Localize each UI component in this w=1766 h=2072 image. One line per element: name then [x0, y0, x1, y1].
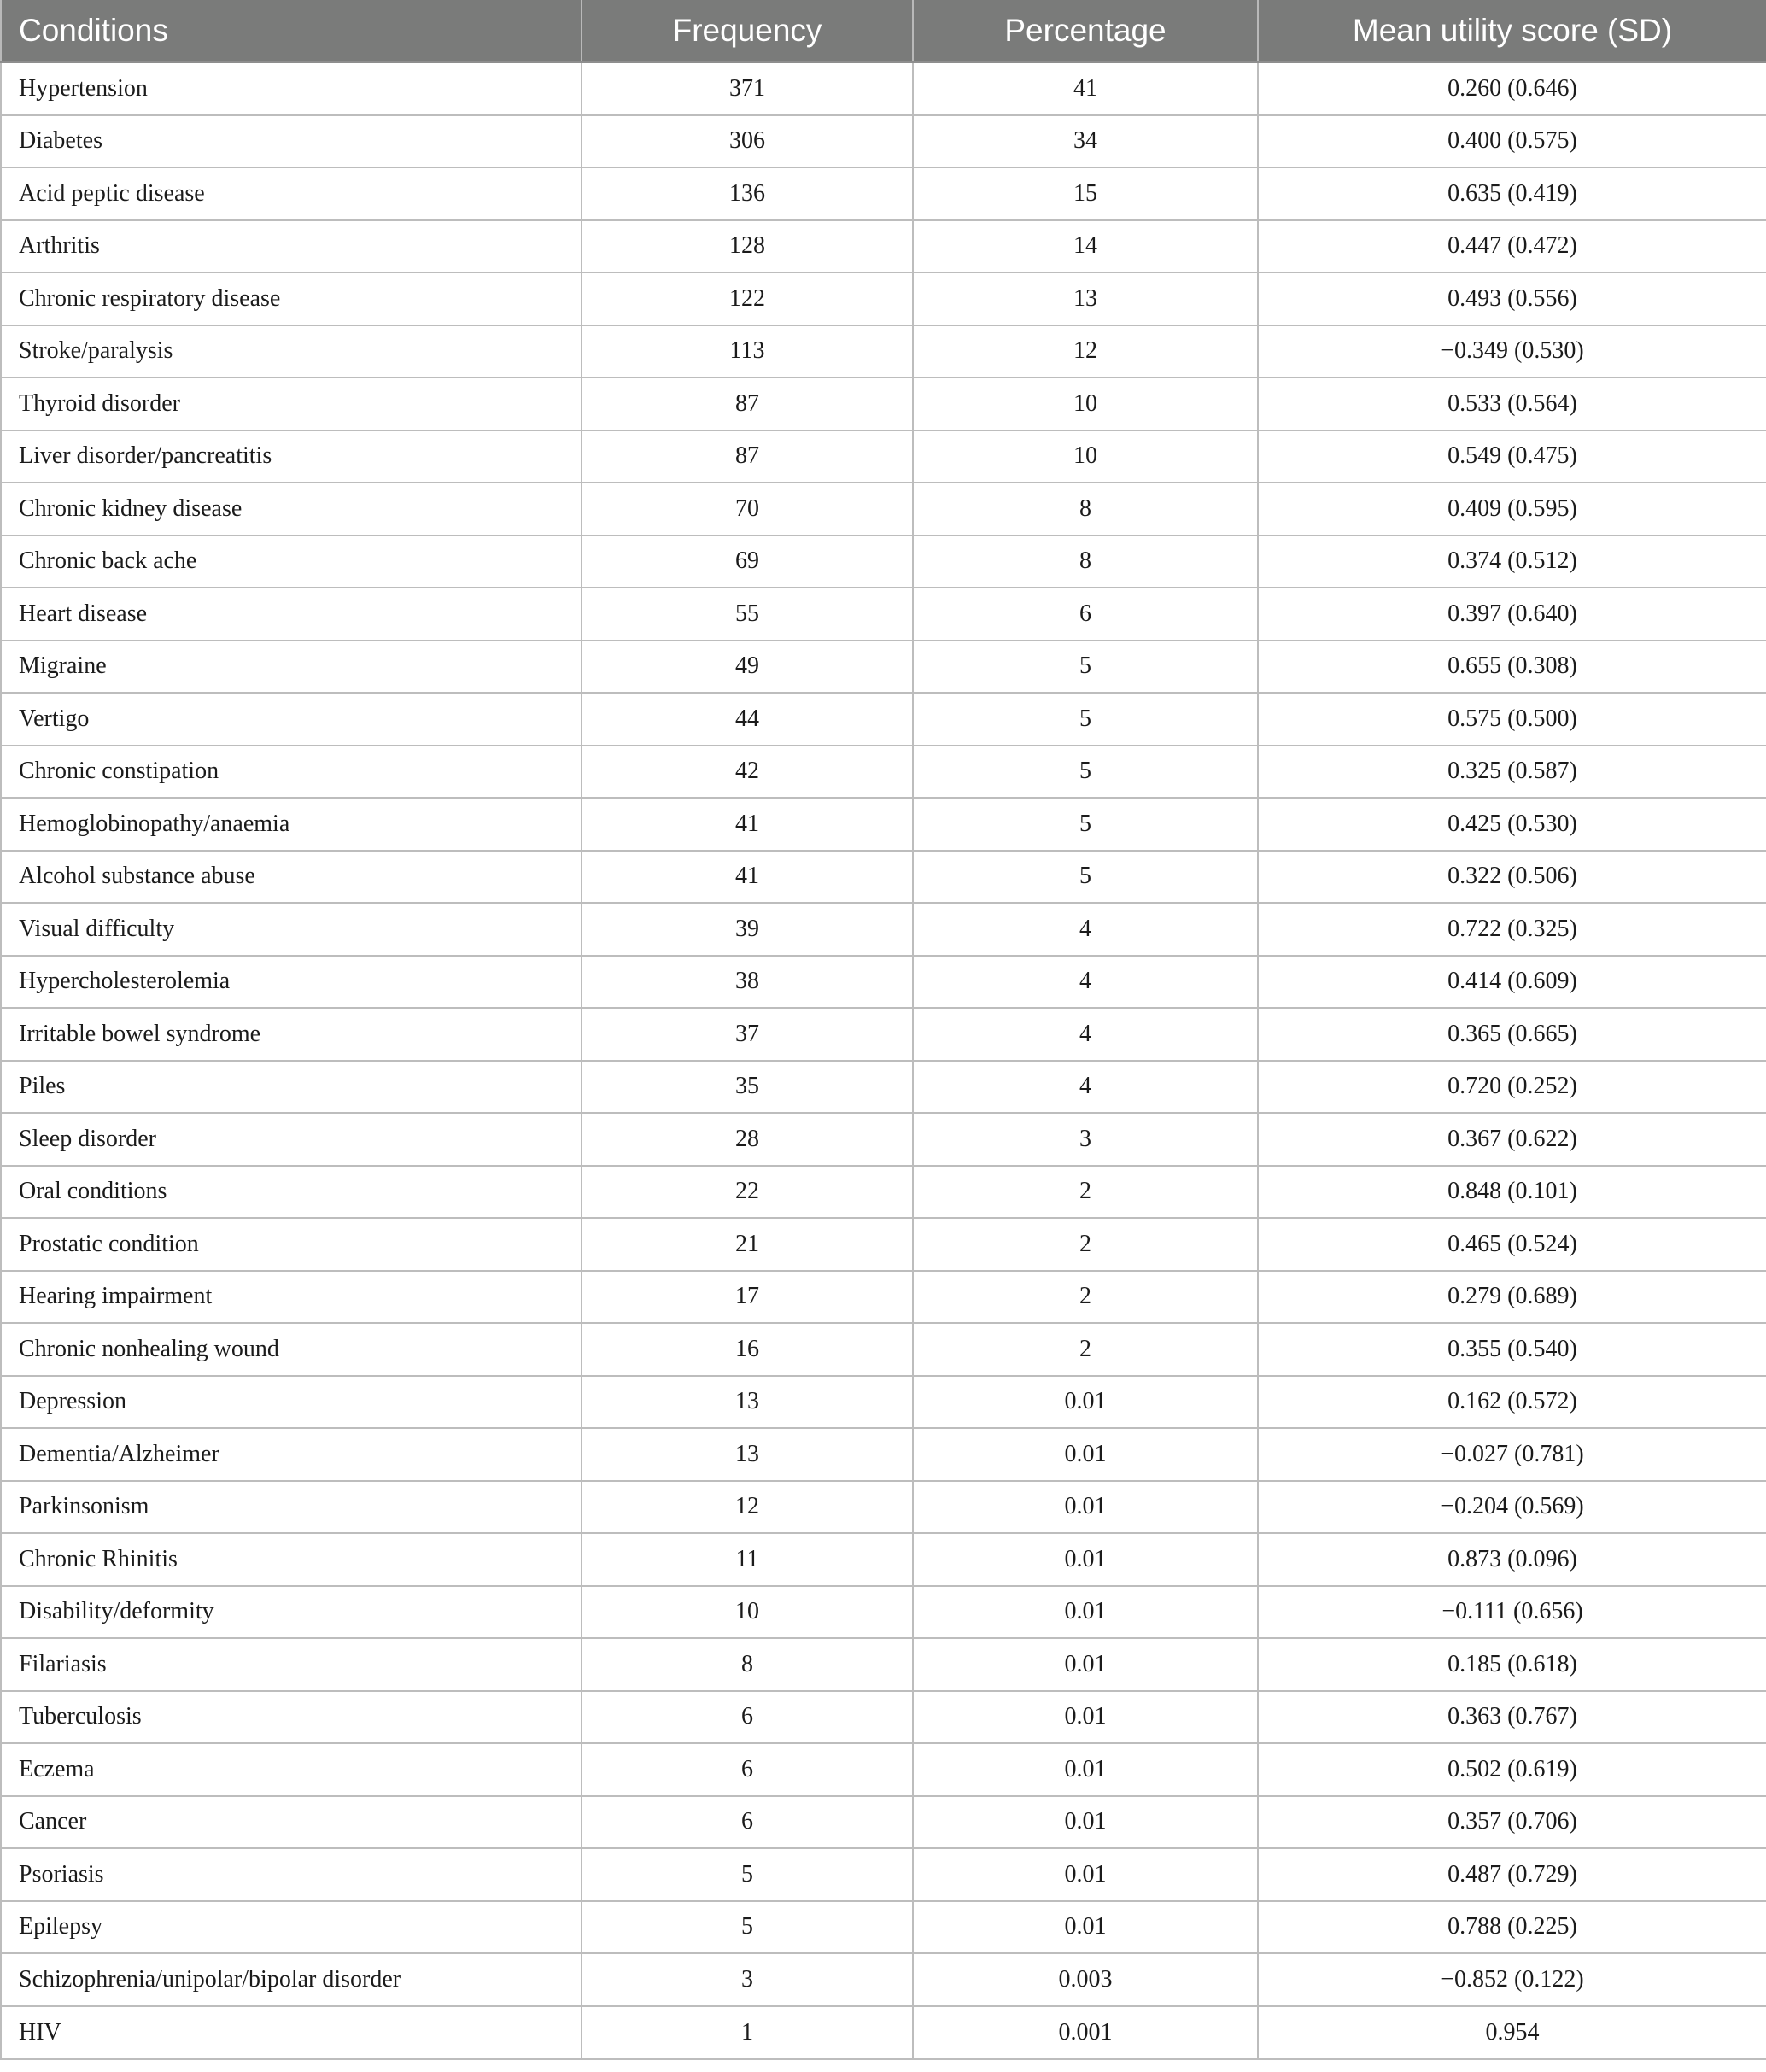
condition-cell: Migraine — [1, 641, 582, 694]
frequency-cell: 55 — [582, 588, 913, 641]
mean-utility-cell: 0.720 (0.252) — [1258, 1061, 1766, 1114]
table-row — [1, 1166, 1766, 1219]
condition-cell: Sleep disorder — [1, 1113, 582, 1166]
percentage-cell: 4 — [913, 1008, 1258, 1061]
percentage-cell: 0.01 — [913, 1428, 1258, 1481]
table-row — [1, 1953, 1766, 2006]
table-row — [1, 1638, 1766, 1691]
mean-utility-cell: 0.367 (0.622) — [1258, 1113, 1766, 1166]
frequency-cell: 37 — [582, 1008, 913, 1061]
percentage-cell: 5 — [913, 851, 1258, 904]
condition-cell: Tuberculosis — [1, 1691, 582, 1744]
condition-cell: Psoriasis — [1, 1848, 582, 1901]
percentage-cell: 34 — [913, 115, 1258, 168]
condition-cell: Vertigo — [1, 693, 582, 746]
frequency-cell: 16 — [582, 1323, 913, 1376]
condition-cell: Arthritis — [1, 220, 582, 273]
table-row — [1, 536, 1766, 588]
header-mean-utility-score: Mean utility score (SD) — [1258, 0, 1766, 62]
percentage-cell: 2 — [913, 1271, 1258, 1324]
condition-cell: Chronic nonhealing wound — [1, 1323, 582, 1376]
percentage-cell: 3 — [913, 1113, 1258, 1166]
frequency-cell: 35 — [582, 1061, 913, 1114]
header-conditions: Conditions — [1, 0, 582, 62]
table-row — [1, 1113, 1766, 1166]
frequency-cell: 128 — [582, 220, 913, 273]
table-row — [1, 115, 1766, 168]
frequency-cell: 38 — [582, 956, 913, 1009]
percentage-cell: 2 — [913, 1166, 1258, 1219]
percentage-cell: 10 — [913, 430, 1258, 483]
table-row — [1, 641, 1766, 694]
mean-utility-cell: −0.111 (0.656) — [1258, 1586, 1766, 1639]
condition-cell: Disability/deformity — [1, 1586, 582, 1639]
mean-utility-cell: 0.502 (0.619) — [1258, 1743, 1766, 1796]
percentage-cell: 2 — [913, 1218, 1258, 1271]
condition-cell: Visual difficulty — [1, 903, 582, 956]
frequency-cell: 44 — [582, 693, 913, 746]
condition-cell: Chronic back ache — [1, 536, 582, 588]
frequency-cell: 17 — [582, 1271, 913, 1324]
percentage-cell: 41 — [913, 62, 1258, 115]
mean-utility-cell: 0.365 (0.665) — [1258, 1008, 1766, 1061]
percentage-cell: 0.01 — [913, 1586, 1258, 1639]
mean-utility-cell: 0.400 (0.575) — [1258, 115, 1766, 168]
frequency-cell: 5 — [582, 1901, 913, 1954]
table-header — [1, 0, 1766, 62]
table-row — [1, 1323, 1766, 1376]
frequency-cell: 87 — [582, 430, 913, 483]
mean-utility-cell: 0.575 (0.500) — [1258, 693, 1766, 746]
table-row — [1, 798, 1766, 851]
table-row — [1, 272, 1766, 325]
condition-cell: Prostatic condition — [1, 1218, 582, 1271]
mean-utility-cell: 0.655 (0.308) — [1258, 641, 1766, 694]
mean-utility-cell: 0.363 (0.767) — [1258, 1691, 1766, 1744]
percentage-cell: 0.01 — [913, 1376, 1258, 1429]
mean-utility-cell: 0.260 (0.646) — [1258, 62, 1766, 115]
table-row — [1, 693, 1766, 746]
mean-utility-cell: 0.414 (0.609) — [1258, 956, 1766, 1009]
header-row — [1, 0, 1766, 62]
frequency-cell: 6 — [582, 1796, 913, 1849]
mean-utility-cell: 0.357 (0.706) — [1258, 1796, 1766, 1849]
mean-utility-cell: 0.487 (0.729) — [1258, 1848, 1766, 1901]
frequency-cell: 6 — [582, 1743, 913, 1796]
table-row — [1, 1743, 1766, 1796]
frequency-cell: 306 — [582, 115, 913, 168]
mean-utility-cell: 0.374 (0.512) — [1258, 536, 1766, 588]
mean-utility-cell: 0.848 (0.101) — [1258, 1166, 1766, 1219]
condition-cell: Oral conditions — [1, 1166, 582, 1219]
condition-cell: Dementia/Alzheimer — [1, 1428, 582, 1481]
table-row — [1, 1376, 1766, 1429]
mean-utility-cell: 0.549 (0.475) — [1258, 430, 1766, 483]
mean-utility-cell: 0.533 (0.564) — [1258, 378, 1766, 430]
mean-utility-cell: 0.325 (0.587) — [1258, 746, 1766, 799]
condition-cell: Stroke/paralysis — [1, 325, 582, 378]
condition-cell: Chronic kidney disease — [1, 483, 582, 536]
percentage-cell: 0.01 — [913, 1691, 1258, 1744]
frequency-cell: 69 — [582, 536, 913, 588]
frequency-cell: 10 — [582, 1586, 913, 1639]
frequency-cell: 122 — [582, 272, 913, 325]
table-row — [1, 1271, 1766, 1324]
frequency-cell: 8 — [582, 1638, 913, 1691]
frequency-cell: 41 — [582, 851, 913, 904]
percentage-cell: 4 — [913, 1061, 1258, 1114]
mean-utility-cell: 0.409 (0.595) — [1258, 483, 1766, 536]
mean-utility-cell: 0.355 (0.540) — [1258, 1323, 1766, 1376]
condition-cell: Hearing impairment — [1, 1271, 582, 1324]
frequency-cell: 13 — [582, 1376, 913, 1429]
frequency-cell: 28 — [582, 1113, 913, 1166]
percentage-cell: 5 — [913, 641, 1258, 694]
percentage-cell: 0.01 — [913, 1638, 1258, 1691]
frequency-cell: 39 — [582, 903, 913, 956]
table-row — [1, 220, 1766, 273]
mean-utility-cell: 0.397 (0.640) — [1258, 588, 1766, 641]
frequency-cell: 113 — [582, 325, 913, 378]
condition-cell: HIV — [1, 2006, 582, 2059]
percentage-cell: 10 — [913, 378, 1258, 430]
condition-cell: Epilepsy — [1, 1901, 582, 1954]
percentage-cell: 0.001 — [913, 2006, 1258, 2059]
frequency-cell: 70 — [582, 483, 913, 536]
table-row — [1, 430, 1766, 483]
percentage-cell: 8 — [913, 536, 1258, 588]
percentage-cell: 12 — [913, 325, 1258, 378]
table-row — [1, 483, 1766, 536]
mean-utility-cell: −0.349 (0.530) — [1258, 325, 1766, 378]
condition-cell: Filariasis — [1, 1638, 582, 1691]
table-row — [1, 1901, 1766, 1954]
frequency-cell: 21 — [582, 1218, 913, 1271]
table-row — [1, 1061, 1766, 1114]
condition-cell: Irritable bowel syndrome — [1, 1008, 582, 1061]
mean-utility-cell: 0.635 (0.419) — [1258, 167, 1766, 220]
frequency-cell: 136 — [582, 167, 913, 220]
percentage-cell: 0.01 — [913, 1848, 1258, 1901]
percentage-cell: 5 — [913, 746, 1258, 799]
table-row — [1, 1428, 1766, 1481]
condition-cell: Diabetes — [1, 115, 582, 168]
percentage-cell: 2 — [913, 1323, 1258, 1376]
table-row — [1, 1796, 1766, 1849]
table-row — [1, 325, 1766, 378]
percentage-cell: 13 — [913, 272, 1258, 325]
condition-cell: Piles — [1, 1061, 582, 1114]
condition-cell: Acid peptic disease — [1, 167, 582, 220]
condition-cell: Chronic respiratory disease — [1, 272, 582, 325]
table-row — [1, 1848, 1766, 1901]
table-row — [1, 746, 1766, 799]
percentage-cell: 0.003 — [913, 1953, 1258, 2006]
table-row — [1, 1533, 1766, 1586]
percentage-cell: 0.01 — [913, 1743, 1258, 1796]
frequency-cell: 11 — [582, 1533, 913, 1586]
mean-utility-cell: 0.425 (0.530) — [1258, 798, 1766, 851]
mean-utility-cell: 0.279 (0.689) — [1258, 1271, 1766, 1324]
table-row — [1, 1481, 1766, 1534]
header-percentage: Percentage — [913, 0, 1258, 62]
table-row — [1, 1218, 1766, 1271]
mean-utility-cell: 0.873 (0.096) — [1258, 1533, 1766, 1586]
mean-utility-cell: 0.493 (0.556) — [1258, 272, 1766, 325]
percentage-cell: 4 — [913, 903, 1258, 956]
condition-cell: Schizophrenia/unipolar/bipolar disorder — [1, 1953, 582, 2006]
percentage-cell: 5 — [913, 798, 1258, 851]
frequency-cell: 1 — [582, 2006, 913, 2059]
condition-cell: Heart disease — [1, 588, 582, 641]
mean-utility-cell: 0.185 (0.618) — [1258, 1638, 1766, 1691]
frequency-cell: 371 — [582, 62, 913, 115]
table-row — [1, 1008, 1766, 1061]
percentage-cell: 14 — [913, 220, 1258, 273]
mean-utility-cell: 0.465 (0.524) — [1258, 1218, 1766, 1271]
header-frequency: Frequency — [582, 0, 913, 62]
condition-cell: Chronic constipation — [1, 746, 582, 799]
mean-utility-cell: 0.722 (0.325) — [1258, 903, 1766, 956]
mean-utility-cell: −0.852 (0.122) — [1258, 1953, 1766, 2006]
table-row — [1, 167, 1766, 220]
condition-cell: Chronic Rhinitis — [1, 1533, 582, 1586]
mean-utility-cell: −0.204 (0.569) — [1258, 1481, 1766, 1534]
frequency-cell: 5 — [582, 1848, 913, 1901]
percentage-cell: 6 — [913, 588, 1258, 641]
table-row — [1, 903, 1766, 956]
condition-cell: Hypercholesterolemia — [1, 956, 582, 1009]
frequency-cell: 3 — [582, 1953, 913, 2006]
condition-cell: Thyroid disorder — [1, 378, 582, 430]
percentage-cell: 0.01 — [913, 1481, 1258, 1534]
condition-cell: Alcohol substance abuse — [1, 851, 582, 904]
condition-cell: Eczema — [1, 1743, 582, 1796]
mean-utility-cell: 0.788 (0.225) — [1258, 1901, 1766, 1954]
percentage-cell: 15 — [913, 167, 1258, 220]
frequency-cell: 12 — [582, 1481, 913, 1534]
percentage-cell: 0.01 — [913, 1796, 1258, 1849]
table-row — [1, 2006, 1766, 2059]
table-row — [1, 1691, 1766, 1744]
percentage-cell: 5 — [913, 693, 1258, 746]
table-row — [1, 62, 1766, 115]
table-row — [1, 851, 1766, 904]
percentage-cell: 8 — [913, 483, 1258, 536]
percentage-cell: 0.01 — [913, 1901, 1258, 1954]
condition-cell: Parkinsonism — [1, 1481, 582, 1534]
mean-utility-cell: 0.322 (0.506) — [1258, 851, 1766, 904]
mean-utility-cell: −0.027 (0.781) — [1258, 1428, 1766, 1481]
frequency-cell: 13 — [582, 1428, 913, 1481]
percentage-cell: 0.01 — [913, 1533, 1258, 1586]
table-row — [1, 588, 1766, 641]
table-body — [1, 62, 1766, 2059]
condition-cell: Liver disorder/pancreatitis — [1, 430, 582, 483]
frequency-cell: 6 — [582, 1691, 913, 1744]
frequency-cell: 41 — [582, 798, 913, 851]
table-row — [1, 1586, 1766, 1639]
frequency-cell: 42 — [582, 746, 913, 799]
percentage-cell: 4 — [913, 956, 1258, 1009]
mean-utility-cell: 0.954 — [1258, 2006, 1766, 2059]
mean-utility-cell: 0.447 (0.472) — [1258, 220, 1766, 273]
condition-cell: Hemoglobinopathy/anaemia — [1, 798, 582, 851]
frequency-cell: 49 — [582, 641, 913, 694]
frequency-cell: 22 — [582, 1166, 913, 1219]
table-row — [1, 378, 1766, 430]
table-row — [1, 956, 1766, 1009]
condition-cell: Depression — [1, 1376, 582, 1429]
frequency-cell: 87 — [582, 378, 913, 430]
condition-cell: Cancer — [1, 1796, 582, 1849]
condition-cell: Hypertension — [1, 62, 582, 115]
mean-utility-cell: 0.162 (0.572) — [1258, 1376, 1766, 1429]
